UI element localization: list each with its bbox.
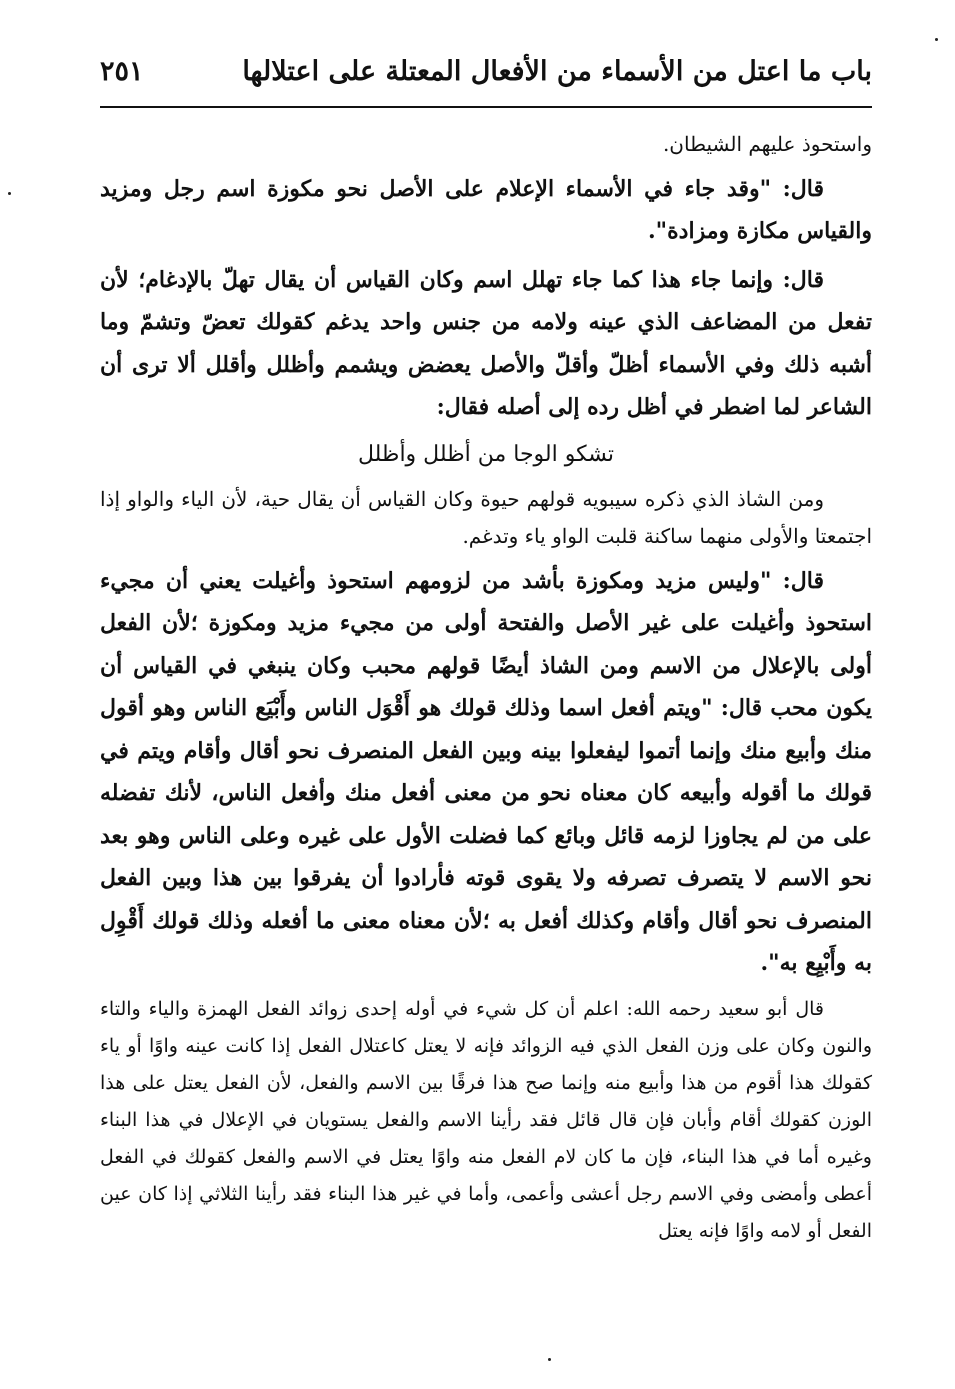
page-number: ٢٥١ (100, 56, 144, 87)
paragraph: قال: "وليس مزيد ومكوزة بأشد من لزومهم استحوذ وأغيلت يعني أن مجيء استحوذ وأغيلت على غير الأصل والفتحة أولى من مجيء مزيد ومكوزة ؛لأن الفعل أولى بالإعلال من الاسم ومن الشاذ أيضًا قولهم محبب وكان ينبغي في القياس أن يكون محب قال: "ويتم أفعل اسما وذلك قولك هو أَقْوَل الناس وأَبْيَع الناس وهو أقول منك وأبيع منك وإنما أتموا ليفعلوا بينه وبين الفعل المنصرف نحو أقال وأقام ويتم في قولك ما أقوله وأبيعه كان معناه نحو من معنى أفعل منك وأفعل الناس، لأنك تفضله على من لم يجاوزا لزمه قائل وبائع كما فضلت الأول على غيره وعلى الناس وهو بعد نحو الاسم لا يتصرف تصرفه ولا يقوى قوته فأرادوا أن يفرقوا بين هذا وبين الفعل المنصرف نحو أقال وأقام وكذلك أفعل به ؛لأن معناه معنى ما أفعله وذلك قولك أَقْوِل به وأَبْيِع به". (100, 567, 872, 976)
paragraph: قال: "وقد جاء في الأسماء الإعلام على الأصل نحو مكوزة اسم رجل ومزيد والقياس مكازة ومزادة". (100, 175, 872, 244)
scan-speck (8, 192, 11, 195)
chapter-title: باب ما اعتل من الأسماء من الأفعال المعتلة على اعتلالها (242, 56, 872, 87)
paragraph: ومن الشاذ الذي ذكره سيبويه قولهم حيوة وكان القياس أن يقال حية، لأن الياء والواو إذا اجتمعتا والأولى منهما ساكنة قلبت الواو ياء وتدغم. (100, 486, 872, 548)
paragraph: واستحوذ عليهم الشيطان. (662, 132, 872, 156)
paragraph: قال: وإنما جاء هذا كما جاء تهلل اسم وكان القياس أن يقال تهلّ بالإدغام؛ لأن تفعل من المضاعف الذي عينه ولامه من جنس واحد يدغم كقولك تعضّ وتشمّ وما أشبه ذلك وفي الأسماء أظلّ وأقلّ والأصل يعضض ويشمم وأظلل وأقلل ألا ترى أن الشاعر لما اضطر في أظل رده إلى أصله فقال: (100, 266, 872, 420)
header-divider (100, 106, 872, 108)
running-header (100, 52, 872, 102)
paragraph: قال أبو سعيد رحمه الله: اعلم أن كل شيء في أوله إحدى زوائد الفعل الهمزة والياء والتاء والنون وكان على وزن الفعل الذي فيه الزوائد فإنه لا يعتل كاعتلال الفعل إذا كانت عينه واوًا أو ياء كقولك هذا أقوم من هذا وأبيع منه وإنما صح هذا فرقًا بين الاسم والفعل، لأن الفعل يعتل على هذا الوزن كقولك أقام وأبان فإن قال قائل فقد رأينا الاسم والفعل يستويان في الإعلال في هذا البناء وغيره أما في هذا البناء، فإن ما كان لام الفعل منه واوًا يعتل في الاسم والفعل كقولك في الفعل أعطى وأمضى وفي الاسم رجل أعشى وأعمى، وأما في غير هذا البناء فقد رأينا الثلاثي إذا كان عين الفعل أو لامه واوًا فإنه يعتل (100, 997, 872, 1242)
scan-speck (935, 38, 938, 41)
scan-speck (548, 1358, 551, 1361)
main-text (100, 126, 872, 1250)
verse-line: تشكو الوجا من أظلل وأظلل (357, 441, 614, 467)
